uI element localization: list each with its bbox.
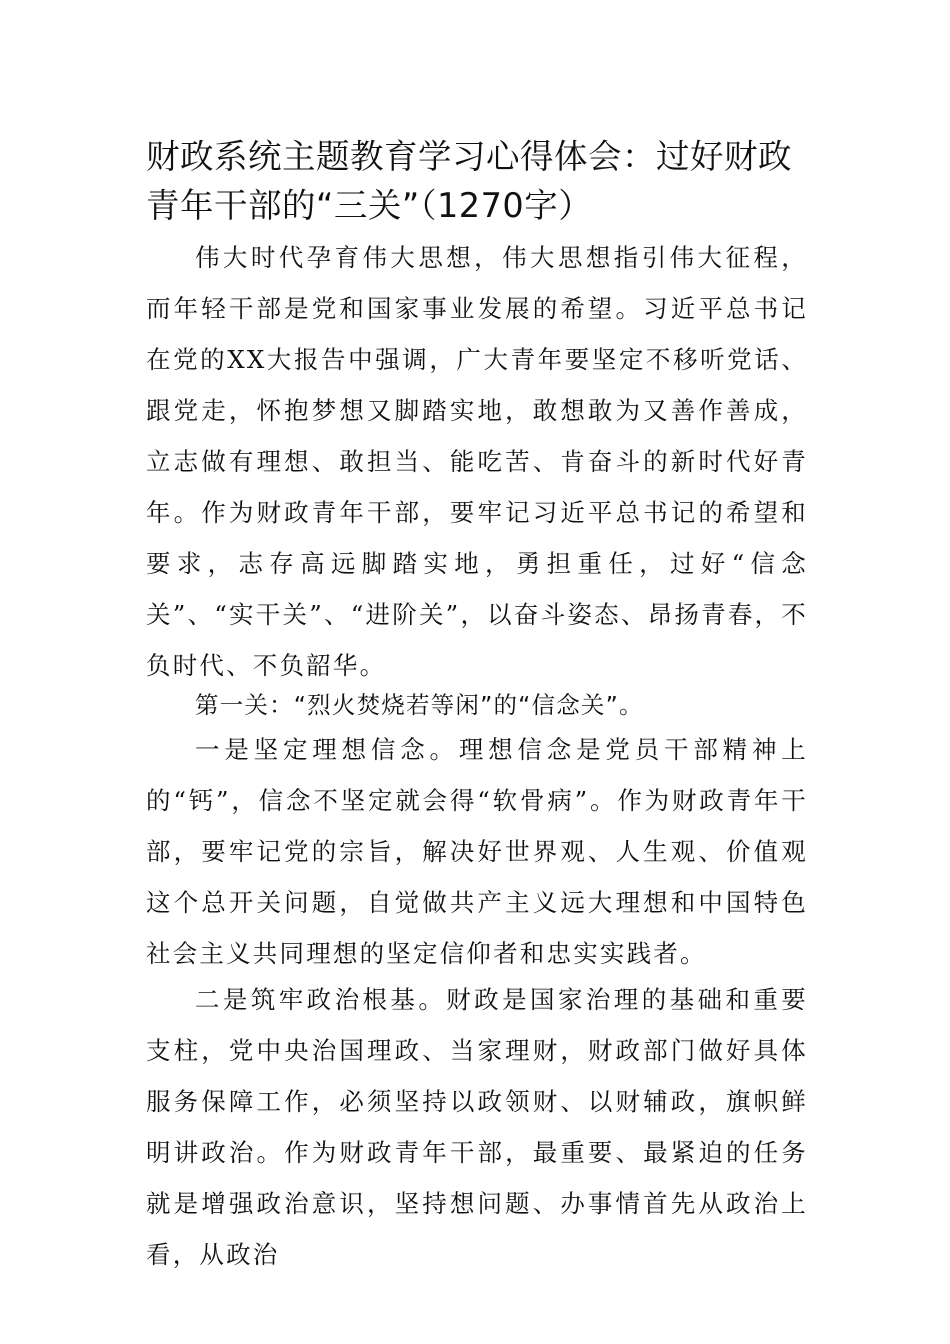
document-title: 财政系统主题教育学习心得体会：过好财政青年干部的“三关”（1270字） xyxy=(146,137,792,225)
section-heading-first-pass: 第一关：“烈火焚烧若等闲”的“信念关”。 xyxy=(195,691,644,719)
paragraph-political-foundation: 二是筑牢政治根基。财政是国家治理的基础和重要支柱，党中央治国理政、当家理财，财政部门做好具体服务保障工作，必须坚持以政领财、以财辅政，旗帜鲜明讲政治。作为财政青年干部，最重要、最紧迫的任务就是增强政治意识，坚持想问题、办事情首先从政治上看，从政治 xyxy=(146,985,808,1269)
paragraph-intro: 伟大时代孕育伟大思想，伟大思想指引伟大征程，而年轻干部是党和国家事业发展的希望。习近平总书记在党的XX大报告中强调，广大青年要坚定不移听党话、跟党走，怀抱梦想又脚踏实地，敢想敢为又善作善成，立志做有理想、敢担当、能吃苦、肯奋斗的新时代好青年。作为财政青年干部，要牢记习近平总书记的希望和要求，志存高远脚踏实地，勇担重任，过好“信念关”、“实干关”、“进阶关”，以奋斗姿态、昂扬青春，不负时代、不负韶华。 xyxy=(146,243,808,680)
paragraph-firm-ideals: 一是坚定理想信念。理想信念是党员干部精神上的“钙”，信念不坚定就会得“软骨病”。作为财政青年干部，要牢记党的宗旨，解决好世界观、人生观、价值观这个总开关问题，自觉做共产主义远大理想和中国特色社会主义共同理想的坚定信仰者和忠实实践者。 xyxy=(146,735,808,968)
